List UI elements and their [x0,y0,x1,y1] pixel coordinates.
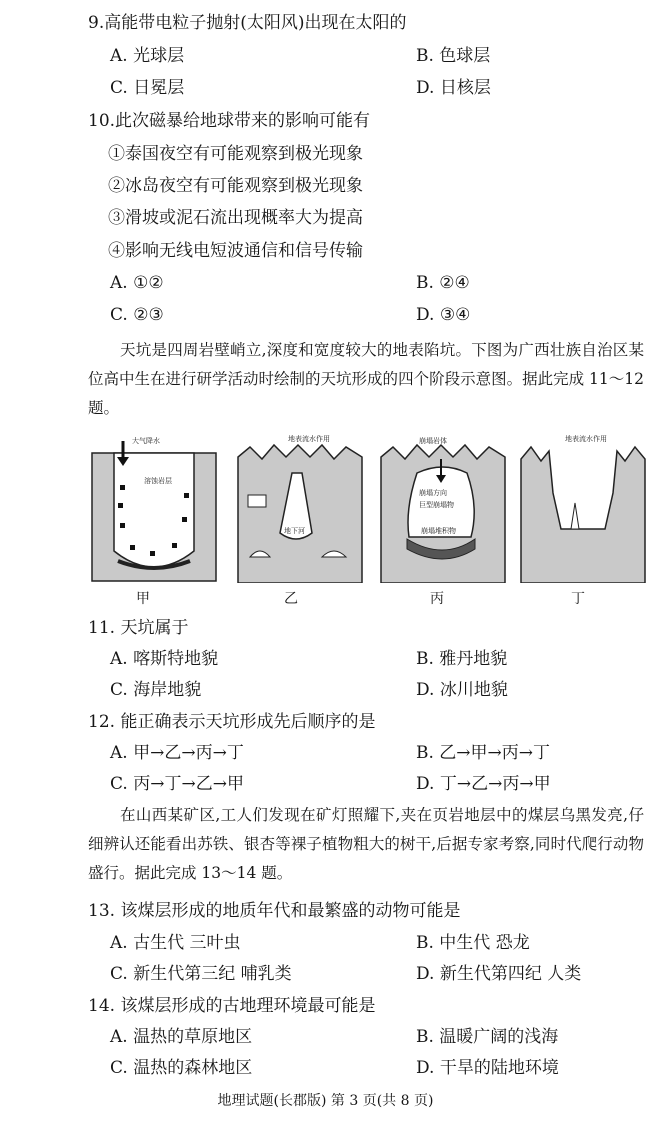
question-14-stem: 14. 该煤层形成的古地理环境最可能是 [88,996,376,1016]
passage-tiankeng: 天坑是四周岩壁峭立,深度和宽度较大的地表陷坑。下图为广西壮族自治区某位高中生在进行研学活动时绘制的天坑形成的四个阶段示意图。据此完成 11～12 题。 [88,341,644,417]
question-9-stem: 9.高能带电粒子抛射(太阳风)出现在太阳的 [88,13,407,33]
q9-option-a[interactable]: A. 光球层 [110,46,185,66]
q12-option-a[interactable]: A. 甲→乙→丙→丁 [110,743,244,763]
q13-option-b[interactable]: B. 中生代 恐龙 [416,933,530,953]
panel-jia-diagram [90,433,218,583]
passage-coal-seam: 在山西某矿区,工人们发现在矿灯照耀下,夹在页岩地层中的煤层乌黑发亮,仔细辨认还能看出苏铁、银杏等裸子植物粗大的树干,后据专家考察,同时代爬行动物盛行。据此完成 13～14 题。 [88,806,644,882]
q14-option-c[interactable]: C. 温热的森林地区 [110,1058,253,1078]
q14-option-a[interactable]: A. 温热的草原地区 [110,1027,253,1047]
question-10-stem: 10.此次磁暴给地球带来的影响可能有 [88,111,371,131]
label-surface-runoff-ding: 地表流水作用 [565,435,607,443]
q9-option-c[interactable]: C. 日冕层 [110,78,185,98]
label-collapsed-rock: 崩塌岩体 [419,437,447,445]
q12-option-c[interactable]: C. 丙→丁→乙→甲 [110,774,244,794]
q10-item-2: ②冰岛夜空有可能观察到极光现象 [108,176,363,196]
q9-option-d[interactable]: D. 日核层 [416,78,491,98]
page-footer: 地理试题(长郡版) 第 3 页(共 8 页) [217,1093,434,1109]
q9-option-b[interactable]: B. 色球层 [416,46,491,66]
panel-label-bing: 丙 [430,591,444,607]
panel-yi-diagram [236,433,364,583]
q11-option-c[interactable]: C. 海岸地貌 [110,680,202,700]
q10-item-3: ③滑坡或泥石流出现概率大为提高 [108,208,363,228]
q13-option-d[interactable]: D. 新生代第四纪 人类 [416,964,582,984]
panel-label-ding: 丁 [571,591,585,607]
q10-option-d[interactable]: D. ③④ [416,305,471,325]
q13-option-a[interactable]: A. 古生代 三叶虫 [110,933,241,953]
panel-label-jia: 甲 [136,591,150,607]
label-dissolved-rock: 溶蚀岩层 [144,477,172,485]
label-surface-runoff-yi: 地表流水作用 [288,435,330,443]
label-underground-river: 地下河 [284,527,305,535]
q10-option-a[interactable]: A. ①② [110,273,164,293]
q10-item-4: ④影响无线电短波通信和信号传输 [108,241,363,261]
panel-bing-diagram [379,433,507,583]
q11-option-d[interactable]: D. 冰川地貌 [416,680,508,700]
question-12-stem: 12. 能正确表示天坑形成先后顺序的是 [88,712,376,732]
panel-label-yi: 乙 [284,591,298,607]
q11-option-b[interactable]: B. 雅丹地貌 [416,649,508,669]
q10-option-c[interactable]: C. ②③ [110,305,164,325]
q13-option-c[interactable]: C. 新生代第三纪 哺乳类 [110,964,292,984]
q11-option-a[interactable]: A. 喀斯特地貌 [110,649,219,669]
q14-option-b[interactable]: B. 温暖广阔的浅海 [416,1027,559,1047]
label-atmospheric-precipitation: 大气降水 [132,437,160,445]
label-collapse-direction: 崩塌方向 [419,489,447,497]
q12-option-b[interactable]: B. 乙→甲→丙→丁 [416,743,551,763]
q10-option-b[interactable]: B. ②④ [416,273,470,293]
label-giant-collapse: 巨型崩塌物 [419,501,454,509]
q14-option-d[interactable]: D. 干旱的陆地环境 [416,1058,559,1078]
question-11-stem: 11. 天坑属于 [88,618,189,638]
q10-item-1: ①泰国夜空有可能观察到极光现象 [108,144,363,164]
q12-option-d[interactable]: D. 丁→乙→丙→甲 [416,774,551,794]
question-13-stem: 13. 该煤层形成的地质年代和最繁盛的动物可能是 [88,901,461,921]
panel-ding-diagram [519,433,647,583]
label-collapse-deposit: 崩塌堆积物 [421,527,456,535]
